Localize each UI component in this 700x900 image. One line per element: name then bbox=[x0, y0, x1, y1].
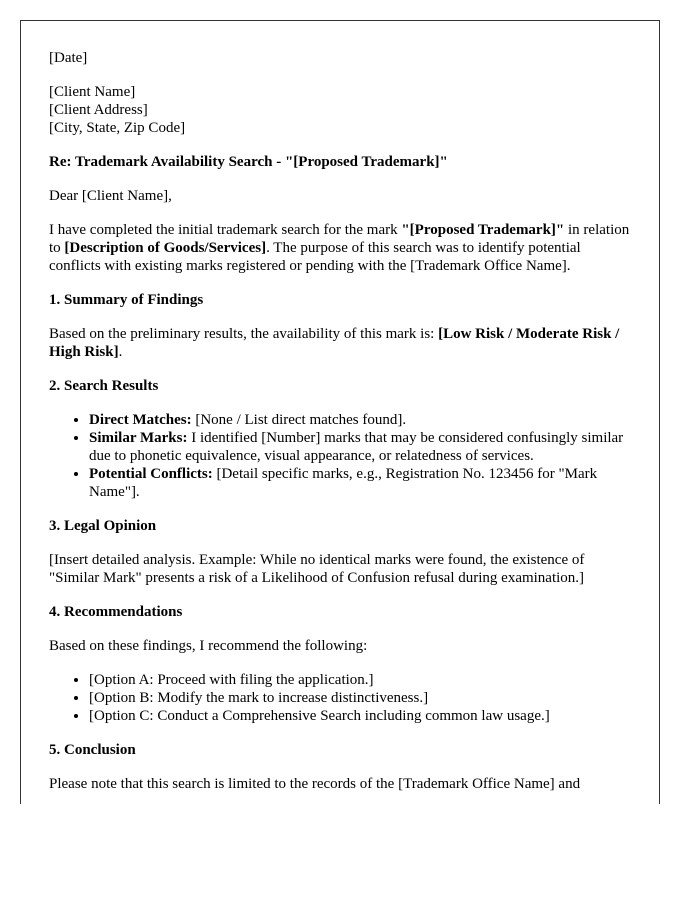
proposed-trademark: "[Proposed Trademark]" bbox=[401, 222, 565, 238]
client-address: [Client Address] bbox=[49, 102, 148, 118]
letter-page bbox=[20, 20, 660, 804]
goods-services: [Description of Goods/Services] bbox=[64, 240, 267, 256]
letter-date: [Date] bbox=[49, 50, 88, 66]
result-label: Potential Conflicts: bbox=[89, 466, 213, 482]
search-results-list bbox=[49, 411, 631, 501]
list-item: • [Option A: Proceed with filing the application.] bbox=[89, 671, 631, 689]
section-1-paragraph bbox=[49, 325, 631, 361]
list-item bbox=[89, 465, 631, 501]
result-text: [None / List direct matches found]. bbox=[191, 412, 407, 428]
result-label: Similar Marks: bbox=[89, 430, 188, 446]
section-1-text: Based on the preliminary results, the availability of this mark is: bbox=[49, 326, 439, 342]
section-4-intro: Based on these findings, I recommend the following: bbox=[49, 638, 368, 654]
result-text: I identified [Number] marks that may be considered confusingly similar due to phonetic equivalence, visual appearance, or relatedness of services. bbox=[89, 430, 624, 464]
section-3-heading: 3. Legal Opinion bbox=[49, 518, 157, 534]
section-1-heading: 1. Summary of Findings bbox=[49, 292, 204, 308]
section-5-paragraph: Please note that this search is limited to the records of the [Trademark Office Name] and bbox=[49, 776, 581, 792]
list-item bbox=[89, 429, 631, 465]
list-item: • [Option C: Conduct a Comprehensive Search including common law usage.] bbox=[89, 707, 631, 725]
salutation: Dear [Client Name], bbox=[49, 188, 172, 204]
client-name: [Client Name] bbox=[49, 84, 136, 100]
section-3-paragraph: [Insert detailed analysis. Example: While no identical marks were found, the existence of "Similar Mark" presents a risk of a Likelihood of Confusion refusal during examination.] bbox=[49, 552, 585, 586]
section-4-heading: 4. Recommendations bbox=[49, 604, 183, 620]
recommendations-list bbox=[49, 671, 631, 725]
result-text: [Detail specific marks, e.g., Registration No. 123456 for "Mark Name"]. bbox=[89, 466, 598, 500]
list-item: • [Option B: Modify the mark to increase distinctiveness.] bbox=[89, 689, 631, 707]
list-item bbox=[89, 411, 631, 429]
result-label: Direct Matches: bbox=[89, 412, 192, 428]
section-2-heading: 2. Search Results bbox=[49, 378, 159, 394]
intro-text-1: I have completed the initial trademark search for the mark bbox=[49, 222, 402, 238]
intro-paragraph bbox=[49, 221, 631, 275]
client-city: [City, State, Zip Code] bbox=[49, 120, 186, 136]
letter-content bbox=[21, 21, 659, 793]
intro-text-3: . The purpose of this search was to identify potential conflicts with existing marks registered or pending with the [Trademark Office Name]. bbox=[49, 240, 581, 274]
intro-text-2: in relation to bbox=[49, 222, 630, 256]
section-5-heading: 5. Conclusion bbox=[49, 742, 136, 758]
client-address-block bbox=[49, 83, 631, 137]
section-1-end: . bbox=[118, 344, 123, 360]
subject-line: Re: Trademark Availability Search - "[Proposed Trademark]" bbox=[49, 154, 448, 170]
risk-level: [Low Risk / Moderate Risk / High Risk] bbox=[49, 326, 620, 360]
